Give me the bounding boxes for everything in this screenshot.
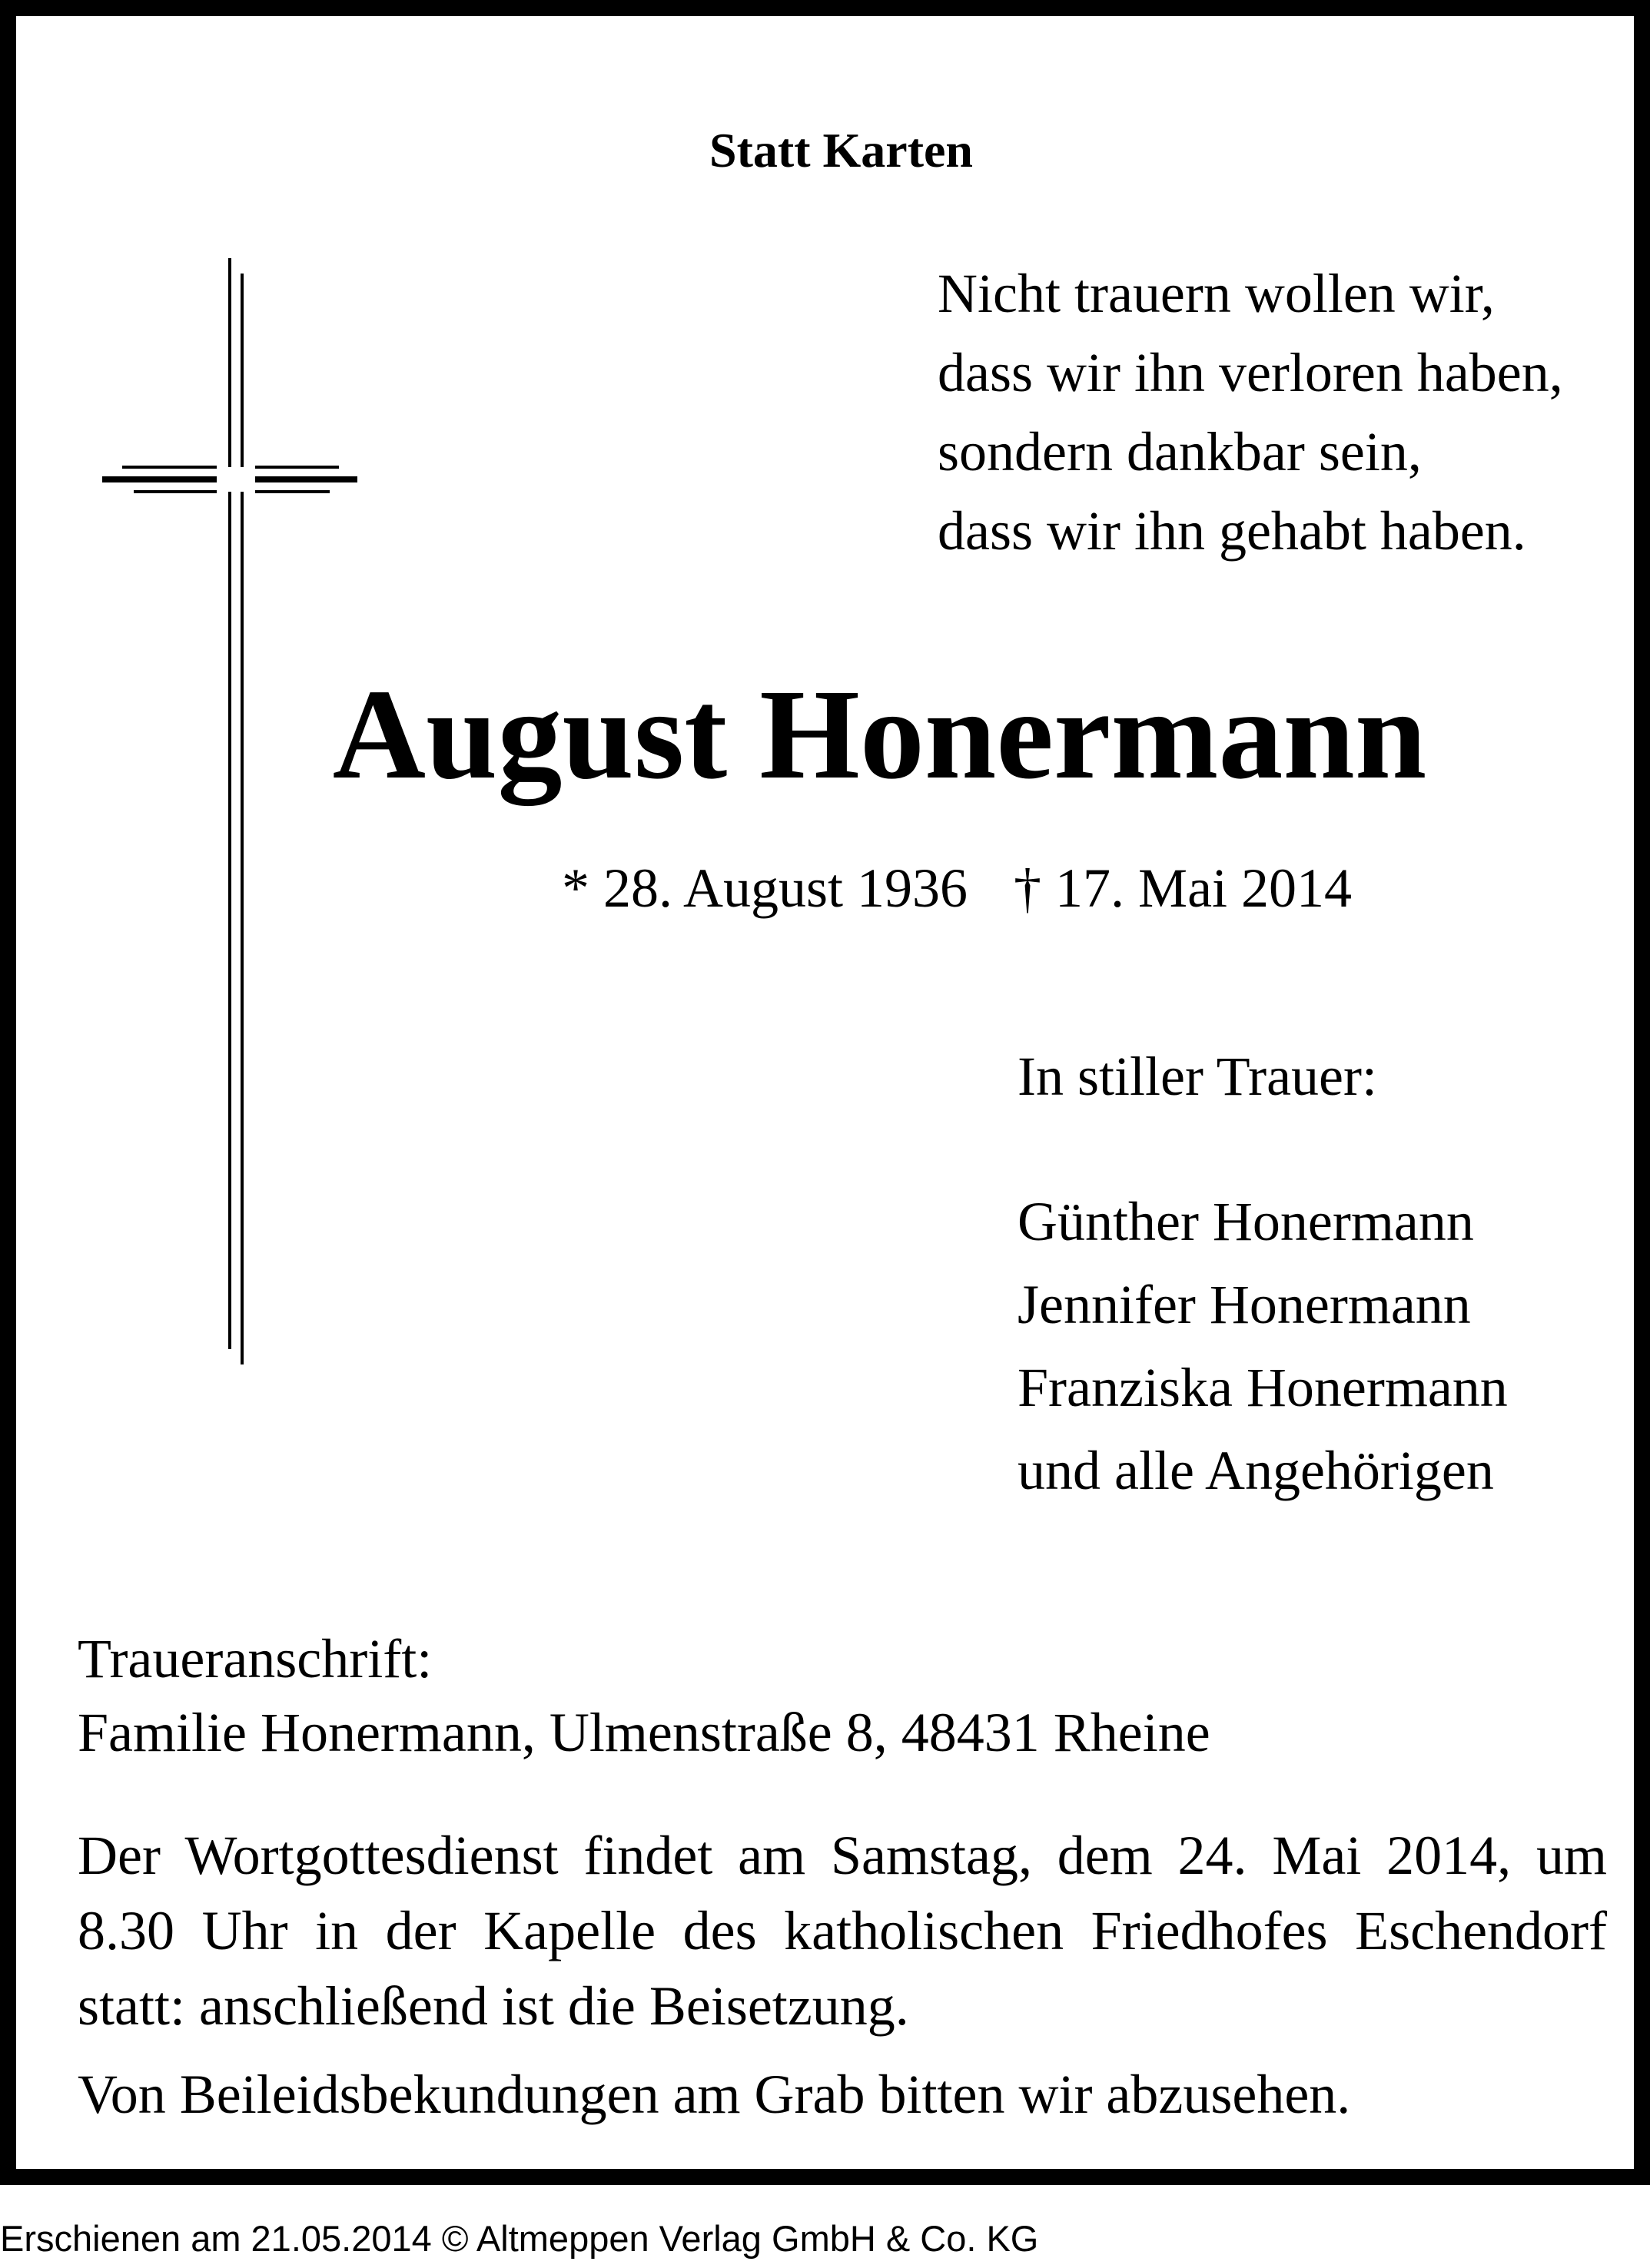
poem-line: Nicht trauern wollen wir, xyxy=(938,263,1495,324)
mourner-name: Franziska Honermann xyxy=(1018,1357,1508,1418)
closing-note: Von Beileidsbekundungen am Grab bitten wir abzusehen. xyxy=(78,2064,1351,2125)
deceased-name: August Honermann xyxy=(332,663,1427,806)
poem-line: dass wir ihn gehabt haben. xyxy=(938,500,1526,562)
mourning-address xyxy=(78,1622,1210,1769)
poem xyxy=(938,254,1563,571)
notice-heading: Statt Karten xyxy=(709,123,974,177)
publication-footer: Erschienen am 21.05.2014 © Altmeppen Verlag GmbH & Co. KG xyxy=(0,2218,1039,2259)
mourner-name: Günther Honermann xyxy=(1018,1191,1474,1252)
birth-date: * 28. August 1936 xyxy=(562,857,968,919)
cross-icon xyxy=(99,258,360,1364)
poem-line: dass wir ihn verloren haben, xyxy=(938,342,1563,403)
mourners-list xyxy=(1018,1180,1508,1512)
mourner-name: Jennifer Honermann xyxy=(1018,1274,1471,1335)
address-label: Traueranschrift: xyxy=(78,1628,433,1689)
death-date: † 17. Mai 2014 xyxy=(1014,857,1353,919)
service-announcement: Der Wortgottesdienst findet am Samstag, dem 24. Mai 2014, um 8.30 Uhr in der Kapelle des katholischen Friedhofes Eschendorf statt: anschließend ist die Beisetzung. xyxy=(78,1825,1607,2037)
life-dates xyxy=(562,850,1352,927)
address-text: Familie Honermann, Ulmenstraße 8, 48431 Rheine xyxy=(78,1702,1210,1763)
mourning-label: In stiller Trauer: xyxy=(1018,1046,1377,1107)
mourner-name: und alle Angehörigen xyxy=(1018,1440,1494,1501)
poem-line: sondern dankbar sein, xyxy=(938,421,1422,482)
